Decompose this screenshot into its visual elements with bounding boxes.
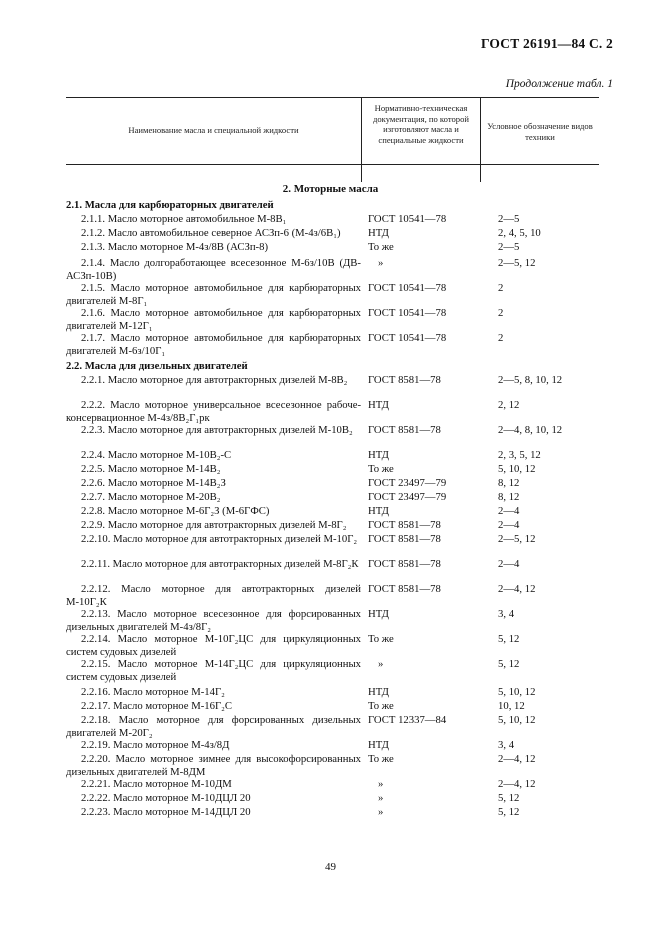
column-divider-1 <box>361 97 362 182</box>
oil-name <box>66 399 361 424</box>
normative-document: НТД <box>368 739 389 751</box>
oil-name-text: 2.1.2. Масло автомобильное северное АСЗп-6 (М-4з/6В₁) <box>81 227 341 239</box>
oil-name <box>66 424 361 437</box>
oil-name <box>66 241 361 254</box>
equipment-codes: 5, 12 <box>498 633 520 645</box>
equipment-codes: 8, 12 <box>498 491 520 503</box>
equipment-codes: 5, 12 <box>498 658 520 670</box>
normative-document: » <box>378 792 384 804</box>
normative-document: ГОСТ 8581—78 <box>368 374 441 386</box>
normative-document: То же <box>368 241 394 253</box>
normative-document: ГОСТ 10541—78 <box>368 213 447 225</box>
oil-name-text: 2.2.6. Масло моторное М-14В₂З <box>81 477 226 489</box>
oil-name <box>66 332 361 357</box>
oil-name-text: 2.2. Масла для дизельных двигателей <box>66 360 248 372</box>
normative-document: НТД <box>368 505 389 517</box>
equipment-codes: 5, 10, 12 <box>498 714 536 726</box>
oil-name-text: 2.2.23. Масло моторное М-14ДЦЛ 20 <box>81 806 251 818</box>
oil-name-text: 2.2.13. Масло моторное всесезонное для форсированных дизельных двигателей М-4з/8Г₂ <box>66 608 361 633</box>
oil-name-text: 2.2.9. Масло моторное для автотракторных дизелей М-8Г₂ <box>81 519 347 531</box>
oil-name-text: 2.2.7. Масло моторное М-20В₂ <box>81 491 221 503</box>
normative-document: НТД <box>368 686 389 698</box>
normative-document: НТД <box>368 608 389 620</box>
oil-name <box>66 477 361 490</box>
equipment-codes: 2 <box>498 282 504 294</box>
oil-name <box>66 778 361 791</box>
oil-name <box>66 700 361 713</box>
normative-document: ГОСТ 23497—79 <box>368 491 447 503</box>
equipment-codes: 3, 4 <box>498 608 515 620</box>
oil-name <box>66 608 361 633</box>
subsection-heading <box>66 360 361 373</box>
normative-document: ГОСТ 10541—78 <box>368 282 447 294</box>
oil-name-text: 2.1.4. Масло долгоработающее всесезонное М-6з/10В (ДВ-АСЗп-10В) <box>66 257 361 282</box>
oil-name-text: 2.1.1. Масло моторное автомобильное М-8В₁ <box>81 213 287 225</box>
oil-name <box>66 739 361 752</box>
header-col-codes: Условное обозначение видов техники <box>487 121 593 142</box>
oil-name-text: 2.2.14. Масло моторное М-10Г₂ЦС для циркуляционных систем судовых дизелей <box>66 633 361 658</box>
oil-name <box>66 658 361 683</box>
normative-document: ГОСТ 23497—79 <box>368 477 447 489</box>
oil-name <box>66 519 361 532</box>
oil-name-text: 2.2.4. Масло моторное М-10В₂-С <box>81 449 232 461</box>
normative-document: То же <box>368 700 394 712</box>
normative-document: ГОСТ 8581—78 <box>368 583 441 595</box>
normative-document: ГОСТ 10541—78 <box>368 332 447 344</box>
equipment-codes: 2—4, 12 <box>498 778 536 790</box>
equipment-codes: 2—5, 12 <box>498 533 536 545</box>
oil-name-text: 2.2.16. Масло моторное М-14Г₂ <box>81 686 225 698</box>
oil-name-text: 2.2.3. Масло моторное для автотракторных дизелей М-10В₂ <box>81 424 353 436</box>
normative-document: ГОСТ 8581—78 <box>368 424 441 436</box>
oil-name-text: 2.1.6. Масло моторное автомобильное для карбюраторных двигателей М-12Г₁ <box>66 307 361 332</box>
oil-name-text: 2.2.5. Масло моторное М-14В₂ <box>81 463 221 475</box>
header-col-name: Наименование масла и специальной жидкости <box>128 125 299 135</box>
equipment-codes: 2 <box>498 307 504 319</box>
oil-name-text: 2.1.7. Масло моторное автомобильное для карбюраторных двигателей М-6з/10Г₁ <box>66 332 361 357</box>
normative-document: » <box>378 658 384 670</box>
table-top-rule <box>66 97 599 98</box>
page-number: 49 <box>325 861 336 873</box>
equipment-codes: 5, 12 <box>498 792 520 804</box>
oil-name-text: 2.2.8. Масло моторное М-6Г₂З (М-6ГФС) <box>81 505 270 517</box>
normative-document: То же <box>368 753 394 765</box>
normative-document: ГОСТ 8581—78 <box>368 533 441 545</box>
oil-name <box>66 753 361 778</box>
equipment-codes: 5, 12 <box>498 806 520 818</box>
equipment-codes: 2—4, 8, 10, 12 <box>498 424 563 436</box>
oil-name <box>66 633 361 658</box>
normative-document: То же <box>368 633 394 645</box>
oil-name <box>66 257 361 282</box>
oil-name <box>66 583 361 608</box>
oil-name-text: 2.2.15. Масло моторное М-14Г₂ЦС для циркуляционных систем судовых дизелей <box>66 658 361 683</box>
oil-name <box>66 806 361 819</box>
equipment-codes: 2, 12 <box>498 399 520 411</box>
oil-name-text: 2.1. Масла для карбюраторных двигателей <box>66 199 274 211</box>
equipment-codes: 2—4, 12 <box>498 753 536 765</box>
column-divider-2 <box>480 97 481 182</box>
oil-name <box>66 227 361 240</box>
oil-name <box>66 463 361 476</box>
oil-name-text: 2.2.18. Масло моторное для форсированных дизельных двигателей М-20Г₂ <box>66 714 361 739</box>
equipment-codes: 3, 4 <box>498 739 515 751</box>
equipment-codes: 2 <box>498 332 504 344</box>
normative-document: НТД <box>368 227 389 239</box>
header-bottom-rule <box>66 164 599 165</box>
equipment-codes: 2, 4, 5, 10 <box>498 227 541 239</box>
oil-name-text: 2.1.5. Масло моторное автомобильное для карбюраторных двигателей М-8Г₁ <box>66 282 361 307</box>
oil-name <box>66 449 361 462</box>
equipment-codes: 2—5 <box>498 213 520 225</box>
oil-name-text: 2.1.3. Масло моторное М-4з/8В (АСЗп-8) <box>81 241 268 253</box>
table-continuation-label: Продолжение табл. 1 <box>505 78 613 90</box>
oil-name-text: 2.2.17. Масло моторное М-16Г₂С <box>81 700 232 712</box>
oil-name-text: 2.2.19. Масло моторное М-4з/8Д <box>81 739 230 751</box>
equipment-codes: 2—4 <box>498 519 520 531</box>
oil-name <box>66 282 361 307</box>
oil-name-text: 2.2.11. Масло моторное для автотракторных дизелей М-8Г₂К <box>81 558 359 570</box>
oil-name <box>66 213 361 226</box>
oil-name <box>66 533 361 546</box>
page-title: ГОСТ 26191—84 С. 2 <box>480 36 613 51</box>
oil-name <box>66 714 361 739</box>
equipment-codes: 8, 12 <box>498 477 520 489</box>
equipment-codes: 10, 12 <box>498 700 525 712</box>
equipment-codes: 2, 3, 5, 12 <box>498 449 541 461</box>
equipment-codes: 2—4 <box>498 558 520 570</box>
oil-name-text: 2.2.2. Масло моторное универсальное всесезонное рабоче-консервационное М-4з/8В₂Г₁рк <box>66 399 361 424</box>
normative-document: НТД <box>368 399 389 411</box>
oil-name <box>66 505 361 518</box>
oil-name-text: 2.2.20. Масло моторное зимнее для высокофорсированных дизельных двигателей М-8ДМ <box>66 753 361 778</box>
oil-name-text: 2.2.10. Масло моторное для автотракторных дизелей М-10Г₂ <box>81 533 358 545</box>
normative-document: » <box>378 778 384 790</box>
oil-name-text: 2.2.22. Масло моторное М-10ДЦЛ 20 <box>81 792 251 804</box>
oil-name-text: 2.2.1. Масло моторное для автотракторных дизелей М-8В₂ <box>81 374 348 386</box>
normative-document: » <box>378 806 384 818</box>
equipment-codes: 5, 10, 12 <box>498 463 536 475</box>
normative-document: То же <box>368 463 394 475</box>
equipment-codes: 2—5, 8, 10, 12 <box>498 374 563 386</box>
oil-name <box>66 491 361 504</box>
oil-name <box>66 792 361 805</box>
subsection-heading <box>66 199 361 212</box>
oil-name-text: 2.2.21. Масло моторное М-10ДМ <box>81 778 232 790</box>
normative-document: ГОСТ 10541—78 <box>368 307 447 319</box>
oil-name <box>66 558 361 571</box>
oil-name <box>66 374 361 387</box>
section-title: 2. Моторные масла <box>282 183 379 195</box>
equipment-codes: 2—4, 12 <box>498 583 536 595</box>
normative-document: ГОСТ 12337—84 <box>368 714 447 726</box>
equipment-codes: 2—5 <box>498 241 520 253</box>
header-col-document: Нормативно-техническая документация, по которой изготовляют масла и специальные жидкости <box>373 103 469 145</box>
equipment-codes: 2—5, 12 <box>498 257 536 269</box>
oil-name-text: 2.2.12. Масло моторное для автотракторных дизелей М-10Г₂К <box>66 583 361 608</box>
normative-document: ГОСТ 8581—78 <box>368 558 441 570</box>
normative-document: » <box>378 257 384 269</box>
oil-name <box>66 307 361 332</box>
equipment-codes: 2—4 <box>498 505 520 517</box>
normative-document: ГОСТ 8581—78 <box>368 519 441 531</box>
equipment-codes: 5, 10, 12 <box>498 686 536 698</box>
normative-document: НТД <box>368 449 389 461</box>
oil-name <box>66 686 361 699</box>
